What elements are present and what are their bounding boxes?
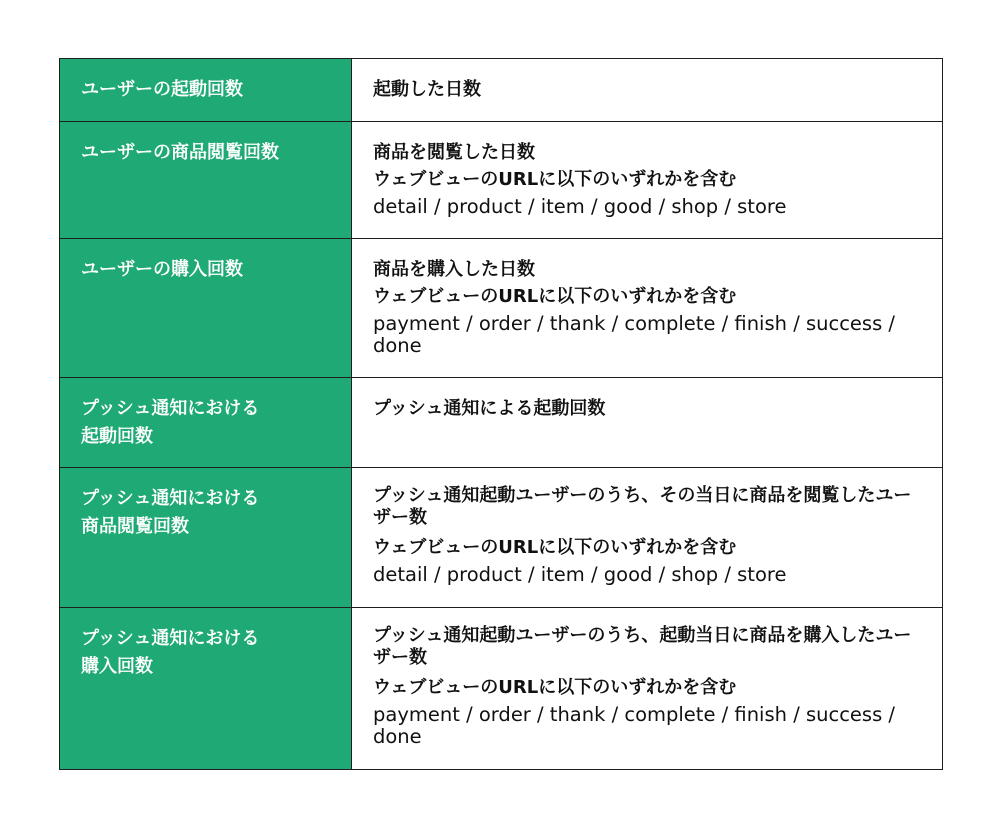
table-row (60, 608, 943, 770)
metric-description-cell (352, 378, 943, 468)
description-line: ウェブビューのURLに以下のいずれかを含む (373, 169, 737, 190)
description-line: 商品を購入した日数 (373, 259, 535, 280)
description-line: 起動した日数 (373, 79, 481, 100)
metric-description-cell (352, 122, 943, 239)
metric-name-cell: ユーザーの購入回数 (60, 239, 352, 378)
description-line: ウェブビューのURLに以下のいずれかを含む (373, 537, 737, 558)
metric-name-cell: プッシュ通知における 起動回数 (60, 378, 352, 468)
metric-description-cell (352, 239, 943, 378)
description-line: プッシュ通知による起動回数 (373, 398, 606, 419)
metric-name-cell: プッシュ通知における 商品閲覧回数 (60, 468, 352, 608)
metric-description-cell (352, 468, 943, 608)
description-line: ウェブビューのURLに以下のいずれかを含む (373, 677, 737, 698)
description-line: プッシュ通知起動ユーザーのうち、起動当日に商品を購入したユーザー数 (373, 625, 912, 668)
metric-description-cell (352, 608, 943, 770)
table-row (60, 122, 943, 239)
url-keyword-list: payment / order / thank / complete / finish / success / done (373, 312, 896, 357)
metric-name-cell: ユーザーの起動回数 (60, 59, 352, 122)
url-keyword-list: payment / order / thank / complete / finish / success / done (373, 703, 896, 748)
table-row (60, 239, 943, 378)
table-row (60, 59, 943, 122)
description-line: ウェブビューのURLに以下のいずれかを含む (373, 286, 737, 307)
metric-description-cell (352, 59, 943, 122)
table-row (60, 378, 943, 468)
description-line: 商品を閲覧した日数 (373, 142, 535, 163)
metrics-definition-table (59, 58, 943, 770)
url-keyword-list: detail / product / item / good / shop / store (373, 195, 787, 218)
metric-name-cell: ユーザーの商品閲覧回数 (60, 122, 352, 239)
description-line: プッシュ通知起動ユーザーのうち、その当日に商品を閲覧したユーザー数 (373, 485, 912, 528)
table-row (60, 468, 943, 608)
url-keyword-list: detail / product / item / good / shop / store (373, 563, 787, 586)
metric-name-cell: プッシュ通知における 購入回数 (60, 608, 352, 770)
